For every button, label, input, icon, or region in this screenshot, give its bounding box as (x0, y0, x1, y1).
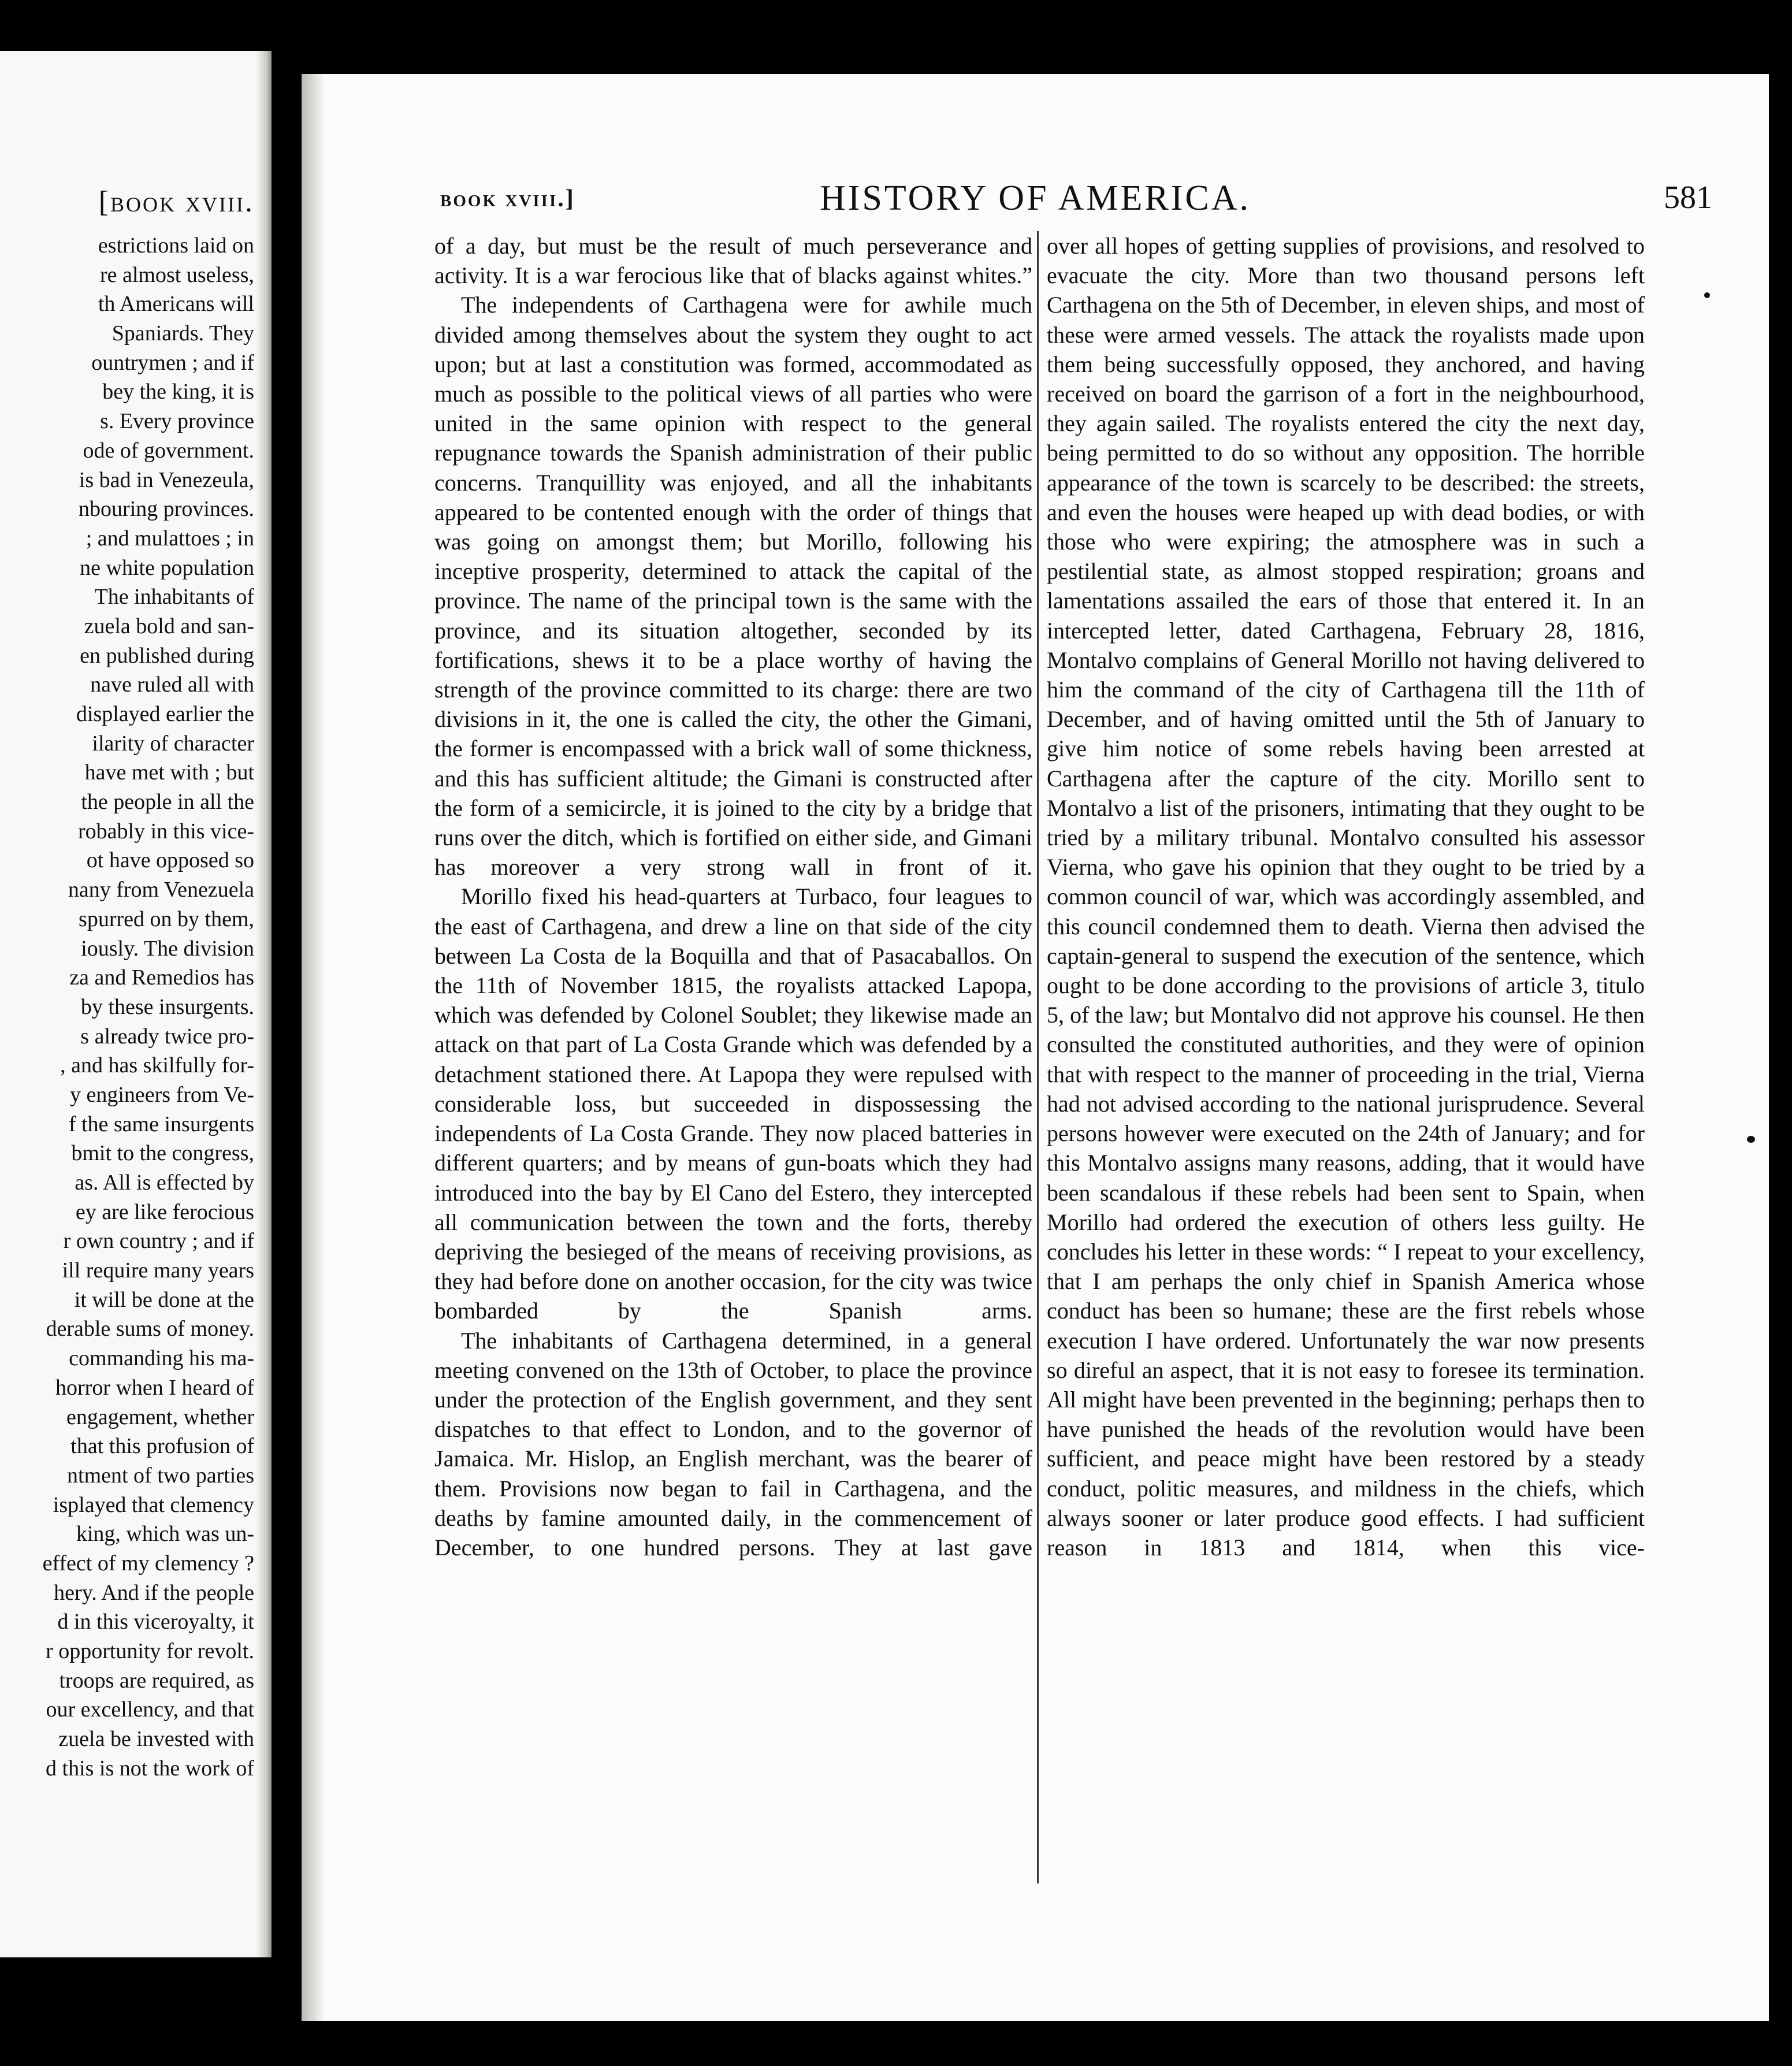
facing-page-line: ilarity of character (92, 731, 254, 756)
facing-page-line: king, which was un- (76, 1522, 254, 1547)
text-column-left (434, 231, 1032, 1562)
facing-page-line: zuela bold and san- (84, 614, 254, 638)
facing-page-line: ey are like ferocious (75, 1199, 254, 1224)
facing-page-line: nbouring provinces. (79, 497, 254, 522)
facing-page (0, 51, 272, 1957)
facing-page-line: ne white population (80, 555, 254, 580)
paragraph: The independents of Carthagena were for awhile much divided among themselves about the system they ought to act upon; but at last a constitution was formed, accommodated as much as possible to the political views of all parties who were united in the same opinion with respect to the general repugnance towards the Spanish administration of their public concerns. Tranquillity was enjoyed, and all the inhabitants appeared to be contented enough with the order of things that was going on amongst them; but Morillo, following his inceptive prosperity, determined to attack the capital of the province. The name of the principal town is the same with the province, and its situation altogether, seconded by its fortifications, shews it to be a place worthy of having the strength of the province committed to its charge: there are two divisions in it, the one is called the city, the other the Gimani, the former is encompassed with a brick wall of some thickness, and this has sufficient altitude; the Gimani is constructed after the form of a semicircle, it is joined to the city by a bridge that runs over the ditch, which is fortified on either side, and Gimani has moreover a very strong wall in front of it. (434, 292, 1032, 880)
facing-page-line: have met with ; but (84, 760, 254, 785)
facing-page-line: ; and mulattoes ; in (85, 526, 254, 551)
facing-page-line: y engineers from Ve- (69, 1082, 254, 1107)
scan-speck (1704, 292, 1710, 298)
facing-page-line: za and Remedios has (69, 965, 254, 990)
facing-page-line: , and has skilfully for- (60, 1053, 254, 1078)
facing-page-line: r opportunity for revolt. (46, 1639, 254, 1663)
facing-page-line: nave ruled all with (90, 672, 254, 697)
facing-page-line: effect of my clemency ? (42, 1551, 254, 1575)
facing-page-line: ode of government. (83, 438, 254, 463)
page-fold-shadow (302, 74, 325, 2021)
running-header (302, 172, 1769, 218)
text-column-right (1047, 231, 1645, 1562)
facing-page-line: engagement, whether (66, 1404, 254, 1429)
facing-page-line: The inhabitants of (94, 585, 254, 610)
facing-page-line: derable sums of money. (46, 1317, 254, 1342)
facing-page-header: [book xviii. (98, 185, 254, 218)
facing-page-line: ill require many years (62, 1258, 254, 1283)
book-page (302, 74, 1769, 2021)
facing-page-line: troops are required, as (59, 1668, 254, 1693)
facing-page-line: zuela be invested with (58, 1727, 254, 1752)
facing-page-line: hery. And if the people (54, 1580, 254, 1605)
facing-page-line: bey the king, it is (102, 380, 254, 404)
paragraph: The inhabitants of Carthagena determined, in a general meeting convened on the 13th of October, to place the province under the protection of the English government, and they sent dispatches to that effect to London, and to the governor of Jamaica. Mr. Hislop, an English merchant, was the bearer of them. Provisions now began to fail in Carthagena, and the deaths by famine amounted daily, in the commencement of December, to one hundred persons. They at last gave (434, 1327, 1032, 1560)
book-section-label: book xviii.] (440, 185, 575, 212)
facing-page-line: nany from Venezuela (68, 878, 254, 902)
facing-page-line: that this profusion of (70, 1434, 254, 1459)
facing-page-line: estrictions laid on (98, 233, 254, 258)
paragraph: Morillo fixed his head-quarters at Turbaco, four leagues to the east of Carthagena, and drew a line on that side of the city between La Costa de la Boquilla and that of Pasacaballos. On the 11th of November 1815, the royalists attacked Lapopa, which was defended by Colonel Soublet; they likewise made an attack on that part of La Costa Grande which was defended by a detachment stationed there. At Lapopa they were repulsed with considerable loss, but succeeded in dispossessing the independents of La Costa Grande. They now placed batteries in different quarters; and by means of gun-boats which they had introduced into the bay by El Cano del Estero, they intercepted all communication between the town and the forts, thereby depriving the besieged of the means of receiving provisions, as they had before done on another occasion, for the city was twice bombarded by the Spanish arms. (434, 883, 1032, 1324)
facing-page-line: as. All is effected by (75, 1171, 254, 1195)
facing-page-line: our excellency, and that (46, 1697, 254, 1722)
scan-speck (1747, 1136, 1755, 1143)
page-gutter-shadow (255, 51, 272, 1957)
facing-page-line: s. Every province (100, 409, 254, 434)
page-number: 581 (1664, 180, 1712, 215)
facing-page-line: d this is not the work of (46, 1756, 254, 1781)
facing-page-line: iously. The division (81, 936, 254, 961)
paragraph: of a day, but must be the result of much perseverance and activity. It is a war ferocious like that of blacks against whites.” (434, 233, 1032, 289)
facing-page-line: s already twice pro- (80, 1024, 254, 1049)
paragraph: over all hopes of getting supplies of provisions, and resolved to evacuate the city. More than two thousand persons left Carthagena on the 5th of December, in eleven ships, and most of these were armed vessels. The attack the royalists made upon them being successfully opposed, they anchored, and having received on board the garrison of a fort in the neighbourhood, they again sailed. The royalists entered the city the next day, being permitted to do so without any opposition. The horrible appearance of the town is scarcely to be described: the streets, and even the houses were heaped up with dead bodies, or with those who were expiring; the atmosphere was in such a pestilential state, as almost stopped respiration; groans and lamentations assailed the ears of those that entered it. In an intercepted letter, dated Carthagena, February 28, 1816, Montalvo complains of General Morillo not having delivered to him the command of the city of Carthagena till the 11th of December, and of having omitted until the 5th of January to give him notice of some rebels having been arrested at Carthagena after the capture of the city. Morillo sent to Montalvo a list of the prisoners, intimating that they ought to be tried by a military tribunal. Montalvo consulted his assessor Vierna, who gave his opinion that they ought to be tried by a common council of war, which was accordingly assembled, and this council condemned them to death. Vierna then advised the captain-general to suspend the execution of the sentence, which ought to be done according to the provisions of article 3, titulo 5, of the law; but Montalvo did not approve his counsel. He then consulted the constituted authorities, and they were of opinion that with respect to the manner of proceeding in the trial, Vierna had not advised according to the national jurisprudence. Several persons however were executed on the 24th of January; and for this Montalvo assigns many reasons, adding, that it would have been scandalous if these rebels had been sent to Spain, when Morillo had ordered the execution of others less guilty. He concludes his letter in these words: “ I repeat to your excellency, that I am perhaps the only chief in Spanish America whose conduct has been so humane; these are the first rebels whose execution I have ordered. Unfortunately the war now presents so direful an aspect, that it is not easy to foresee its termination. All might have been prevented in the beginning; perhaps then to have punished the heads of the revolution would have been sufficient, and peace might have been restored by a steady conduct, politic measures, and mildness in the chiefs, which always sooner or later produce good effects. I had sufficient reason in 1813 and 1814, when this vice- (1047, 233, 1645, 1560)
facing-page-line: th Americans will (98, 292, 254, 317)
facing-page-line: ntment of two parties (67, 1463, 254, 1488)
facing-page-line: bmit to the congress, (71, 1141, 254, 1166)
facing-page-line: commanding his ma- (69, 1346, 254, 1371)
facing-page-line: it will be done at the (74, 1287, 254, 1312)
facing-page-line: the people in all the (81, 790, 254, 815)
facing-page-text (0, 231, 254, 1783)
facing-page-line: d in this viceroyalty, it (57, 1610, 254, 1634)
facing-page-line: ot have opposed so (86, 848, 254, 873)
facing-page-line: displayed earlier the (76, 702, 254, 726)
facing-page-line: isplayed that clemency (53, 1492, 254, 1517)
column-divider (1037, 231, 1039, 1883)
facing-page-line: is bad in Venezeula, (79, 467, 254, 492)
facing-page-line: en published during (80, 643, 254, 668)
facing-page-line: by these insurgents. (80, 994, 254, 1019)
facing-page-line: ountrymen ; and if (91, 350, 254, 375)
facing-page-line: spurred on by them, (79, 906, 254, 931)
facing-page-line: horror when I heard of (55, 1375, 254, 1400)
facing-page-line: f the same insurgents (68, 1112, 254, 1136)
facing-page-line: Spaniards. They (111, 321, 254, 346)
facing-page-line: re almost useless, (99, 262, 254, 287)
facing-page-line: r own country ; and if (63, 1229, 254, 1254)
facing-page-line: robably in this vice- (78, 819, 254, 844)
page-title: HISTORY OF AMERICA. (819, 179, 1251, 218)
